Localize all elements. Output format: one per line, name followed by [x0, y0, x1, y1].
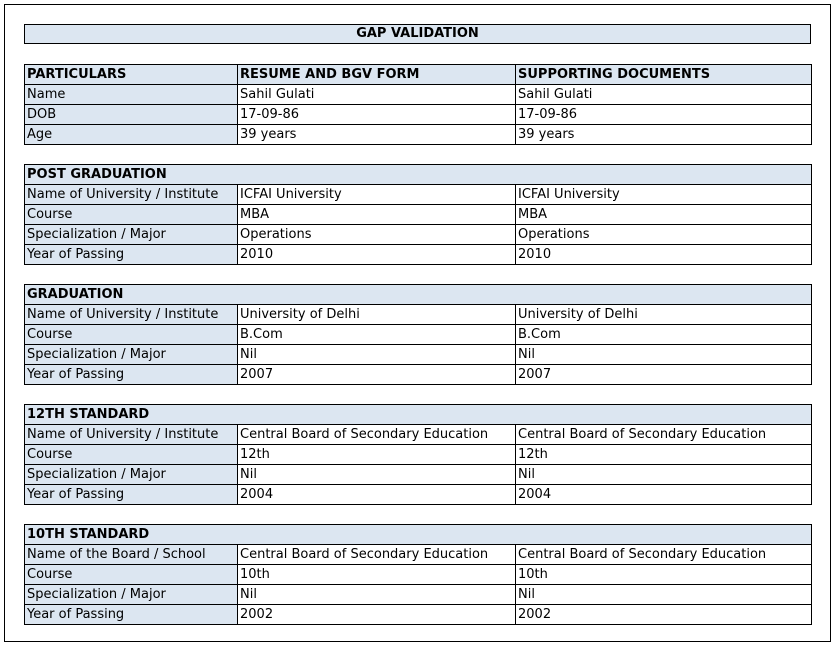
row-label: Year of Passing — [25, 485, 238, 505]
row-label: Specialization / Major — [25, 345, 238, 365]
row-label: Name of the Board / School — [25, 545, 238, 565]
table-header-row — [25, 65, 812, 85]
docs-value: ICFAI University — [516, 185, 812, 205]
docs-value: Nil — [516, 345, 812, 365]
section-header-row — [25, 285, 812, 305]
row-label: Course — [25, 445, 238, 465]
header-particulars: PARTICULARS — [25, 65, 238, 85]
table-row — [25, 305, 812, 325]
table-row — [25, 365, 812, 385]
resume-value: B.Com — [238, 325, 516, 345]
docs-value: Central Board of Secondary Education — [516, 545, 812, 565]
table-row — [25, 425, 812, 445]
docs-value: Sahil Gulati — [516, 85, 812, 105]
table-row — [25, 125, 812, 145]
resume-value: Operations — [238, 225, 516, 245]
table-row — [25, 605, 812, 625]
resume-value: ICFAI University — [238, 185, 516, 205]
resume-value: Nil — [238, 345, 516, 365]
table-row — [25, 545, 812, 565]
row-label: Specialization / Major — [25, 585, 238, 605]
table-row — [25, 585, 812, 605]
docs-value: MBA — [516, 205, 812, 225]
row-label: Name — [25, 85, 238, 105]
docs-value: 2010 — [516, 245, 812, 265]
docs-value: 2002 — [516, 605, 812, 625]
resume-value: 2007 — [238, 365, 516, 385]
resume-value: 10th — [238, 565, 516, 585]
table-row — [25, 245, 812, 265]
docs-value: 12th — [516, 445, 812, 465]
resume-value: 17-09-86 — [238, 105, 516, 125]
row-label: Specialization / Major — [25, 465, 238, 485]
resume-value: Nil — [238, 585, 516, 605]
personal-table — [24, 64, 812, 145]
docs-value: B.Com — [516, 325, 812, 345]
table-row — [25, 225, 812, 245]
section-title: 12TH STANDARD — [25, 405, 812, 425]
table-row — [25, 345, 812, 365]
row-label: Age — [25, 125, 238, 145]
row-label: Specialization / Major — [25, 225, 238, 245]
table-row — [25, 185, 812, 205]
docs-value: 2004 — [516, 485, 812, 505]
table-row — [25, 565, 812, 585]
row-label: Year of Passing — [25, 245, 238, 265]
resume-value: Nil — [238, 465, 516, 485]
docs-value: 10th — [516, 565, 812, 585]
row-label: DOB — [25, 105, 238, 125]
section-header-row — [25, 525, 812, 545]
row-label: Name of University / Institute — [25, 425, 238, 445]
docs-value: 2007 — [516, 365, 812, 385]
header-resume: RESUME AND BGV FORM — [238, 65, 516, 85]
resume-value: 2002 — [238, 605, 516, 625]
resume-value: 39 years — [238, 125, 516, 145]
table-row — [25, 485, 812, 505]
docs-value: Operations — [516, 225, 812, 245]
section-header-row — [25, 165, 812, 185]
resume-value: Central Board of Secondary Education — [238, 425, 516, 445]
docs-value: University of Delhi — [516, 305, 812, 325]
header-documents: SUPPORTING DOCUMENTS — [516, 65, 812, 85]
docs-value: 39 years — [516, 125, 812, 145]
table-row — [25, 445, 812, 465]
docs-value: Nil — [516, 585, 812, 605]
docs-value: Nil — [516, 465, 812, 485]
row-label: Course — [25, 205, 238, 225]
section-title: 10TH STANDARD — [25, 525, 812, 545]
resume-value: 12th — [238, 445, 516, 465]
row-label: Course — [25, 565, 238, 585]
table-row — [25, 205, 812, 225]
section-table-graduation — [24, 284, 812, 385]
table-row — [25, 85, 812, 105]
section-title: GRADUATION — [25, 285, 812, 305]
section-table-post-graduation — [24, 164, 812, 265]
resume-value: University of Delhi — [238, 305, 516, 325]
resume-value: MBA — [238, 205, 516, 225]
row-label: Year of Passing — [25, 365, 238, 385]
docs-value: 17-09-86 — [516, 105, 812, 125]
resume-value: 2010 — [238, 245, 516, 265]
table-row — [25, 465, 812, 485]
section-title: POST GRADUATION — [25, 165, 812, 185]
section-table-10th-standard — [24, 524, 812, 625]
docs-value: Central Board of Secondary Education — [516, 425, 812, 445]
row-label: Year of Passing — [25, 605, 238, 625]
table-row — [25, 325, 812, 345]
section-header-row — [25, 405, 812, 425]
row-label: Name of University / Institute — [25, 185, 238, 205]
section-table-12th-standard — [24, 404, 812, 505]
resume-value: Central Board of Secondary Education — [238, 545, 516, 565]
row-label: Course — [25, 325, 238, 345]
row-label: Name of University / Institute — [25, 305, 238, 325]
resume-value: Sahil Gulati — [238, 85, 516, 105]
table-row — [25, 105, 812, 125]
page-title: GAP VALIDATION — [24, 24, 811, 44]
resume-value: 2004 — [238, 485, 516, 505]
